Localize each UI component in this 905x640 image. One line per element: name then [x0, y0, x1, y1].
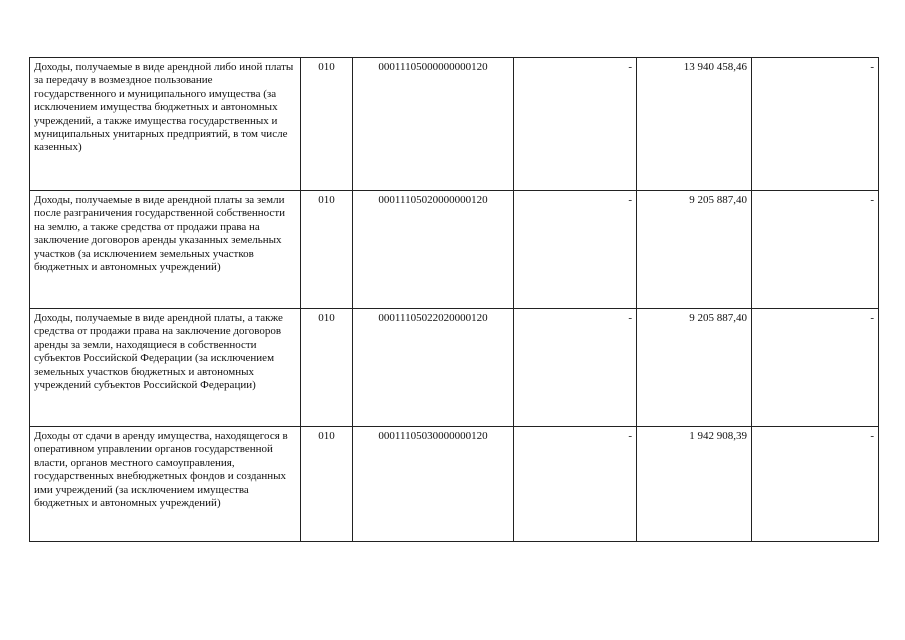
income-code-cell: 00011105022020000120 [353, 309, 514, 427]
executed-amount-cell: 9 205 887,40 [637, 309, 752, 427]
revenue-name-cell: Доходы, получаемые в виде арендной либо иной платы за передачу в возмездное пользование государственного и муниципального имущества (за исключением имущества бюджетных и автономных учреждений, а также имущества государственных и муниципальных унитарных предприятий, в том числе казенных) [30, 58, 301, 191]
revenue-name-cell: Доходы от сдачи в аренду имущества, находящегося в оперативном управлении органов государственной власти, органов местного самоуправления, государственных внебюджетных фондов и созданных ими учреждений (за исключением имущества бюджетных и автономных учреждений) [30, 427, 301, 542]
revenue-name-cell: Доходы, получаемые в виде арендной платы за земли после разграничения государственной собственности на землю, а также средства от продажи права на заключение договоров аренды указанных земельных участков (за исключением земельных участков бюджетных и автономных учреждений) [30, 191, 301, 309]
approved-amount-cell: - [514, 427, 637, 542]
income-code-cell: 00011105030000000120 [353, 427, 514, 542]
income-code-cell: 00011105000000000120 [353, 58, 514, 191]
unexecuted-amount-cell: - [752, 309, 879, 427]
approved-amount-cell: - [514, 309, 637, 427]
table-row [30, 427, 879, 542]
unexecuted-amount-cell: - [752, 427, 879, 542]
executed-amount-cell: 13 940 458,46 [637, 58, 752, 191]
line-code-cell: 010 [301, 191, 353, 309]
unexecuted-amount-cell: - [752, 58, 879, 191]
approved-amount-cell: - [514, 191, 637, 309]
unexecuted-amount-cell: - [752, 191, 879, 309]
table-row [30, 309, 879, 427]
line-code-cell: 010 [301, 309, 353, 427]
revenue-name-cell: Доходы, получаемые в виде арендной платы, а также средства от продажи права на заключение договоров аренды за земли, находящиеся в собственности субъектов Российской Федерации (за исключением земельных участков бюджетных и автономных учреждений субъектов Российской Федерации) [30, 309, 301, 427]
revenue-table [29, 57, 879, 542]
table-row [30, 58, 879, 191]
executed-amount-cell: 9 205 887,40 [637, 191, 752, 309]
income-code-cell: 00011105020000000120 [353, 191, 514, 309]
line-code-cell: 010 [301, 427, 353, 542]
approved-amount-cell: - [514, 58, 637, 191]
line-code-cell: 010 [301, 58, 353, 191]
table-row [30, 191, 879, 309]
executed-amount-cell: 1 942 908,39 [637, 427, 752, 542]
